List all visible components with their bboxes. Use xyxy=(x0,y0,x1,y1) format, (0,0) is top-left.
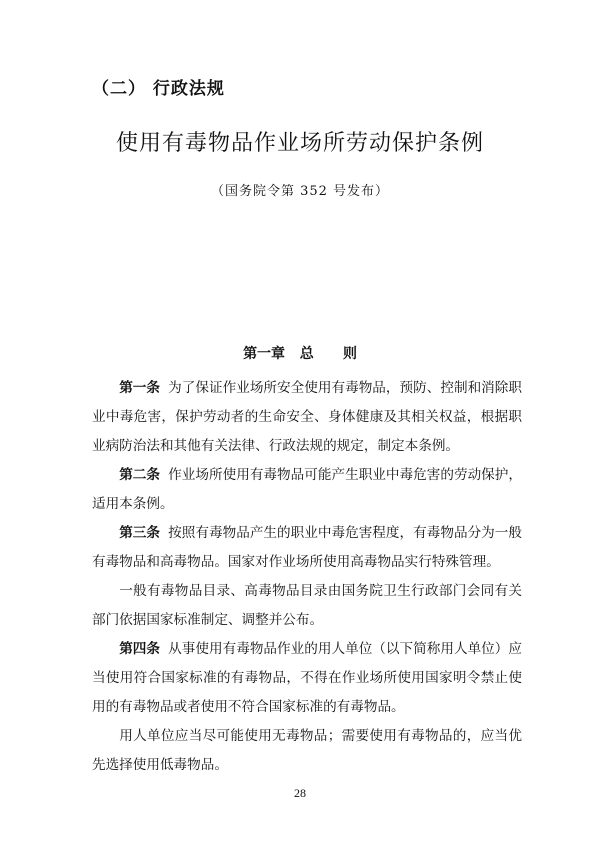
article-text: 为了保证作业场所安全使用有毒物品，预防、控制和消除职业中毒危害，保护劳动者的生命安全、身体健康及其相关权益，根据职业病防治法和其他有关法律、行政法规的规定，制定本条例。 xyxy=(92,380,522,454)
continuation-paragraph xyxy=(92,577,522,635)
article-paragraph xyxy=(92,635,522,722)
page-number: 28 xyxy=(294,786,306,800)
chapter-name-part2: 则 xyxy=(342,346,357,362)
document-title: 使用有毒物品作业场所劳动保护条例 xyxy=(115,131,484,156)
article-paragraph xyxy=(92,519,522,577)
article-paragraph xyxy=(92,461,522,519)
article-number: 第一条 xyxy=(119,380,161,396)
article-paragraph xyxy=(92,374,522,461)
paragraph-text: 一般有毒物品目录、高毒物品目录由国务院卫生行政部门会同有关部门依据国家标准制定、调整并公布。 xyxy=(92,583,522,628)
article-number: 第四条 xyxy=(119,641,161,657)
article-text: 按照有毒物品产生的职业中毒危害程度，有毒物品分为一般有毒物品和高毒物品。国家对作业场所使用高毒物品实行特殊管理。 xyxy=(92,525,522,570)
article-text: 从事使用有毒物品作业的用人单位（以下简称用人单位）应当使用符合国家标准的有毒物品，不得在作业场所使用国家明令禁止使用的有毒物品或者使用不符合国家标准的有毒物品。 xyxy=(92,641,522,715)
article-number: 第三条 xyxy=(119,525,161,541)
continuation-paragraph xyxy=(92,722,522,780)
paragraph-text: 用人单位应当尽可能使用无毒物品；需要使用有毒物品的，应当优先选择使用低毒物品。 xyxy=(92,728,522,773)
document-subtitle: （国务院令第 352 号发布） xyxy=(210,184,390,199)
article-text: 作业场所使用有毒物品可能产生职业中毒危害的劳动保护，适用本条例。 xyxy=(92,467,522,512)
article-number: 第二条 xyxy=(119,467,161,483)
chapter-name-part1: 总 xyxy=(299,346,314,362)
chapter-heading xyxy=(0,343,600,363)
body-text xyxy=(92,374,522,780)
section-heading: （二） 行政法规 xyxy=(92,79,225,99)
chapter-number: 第一章 xyxy=(243,346,286,362)
